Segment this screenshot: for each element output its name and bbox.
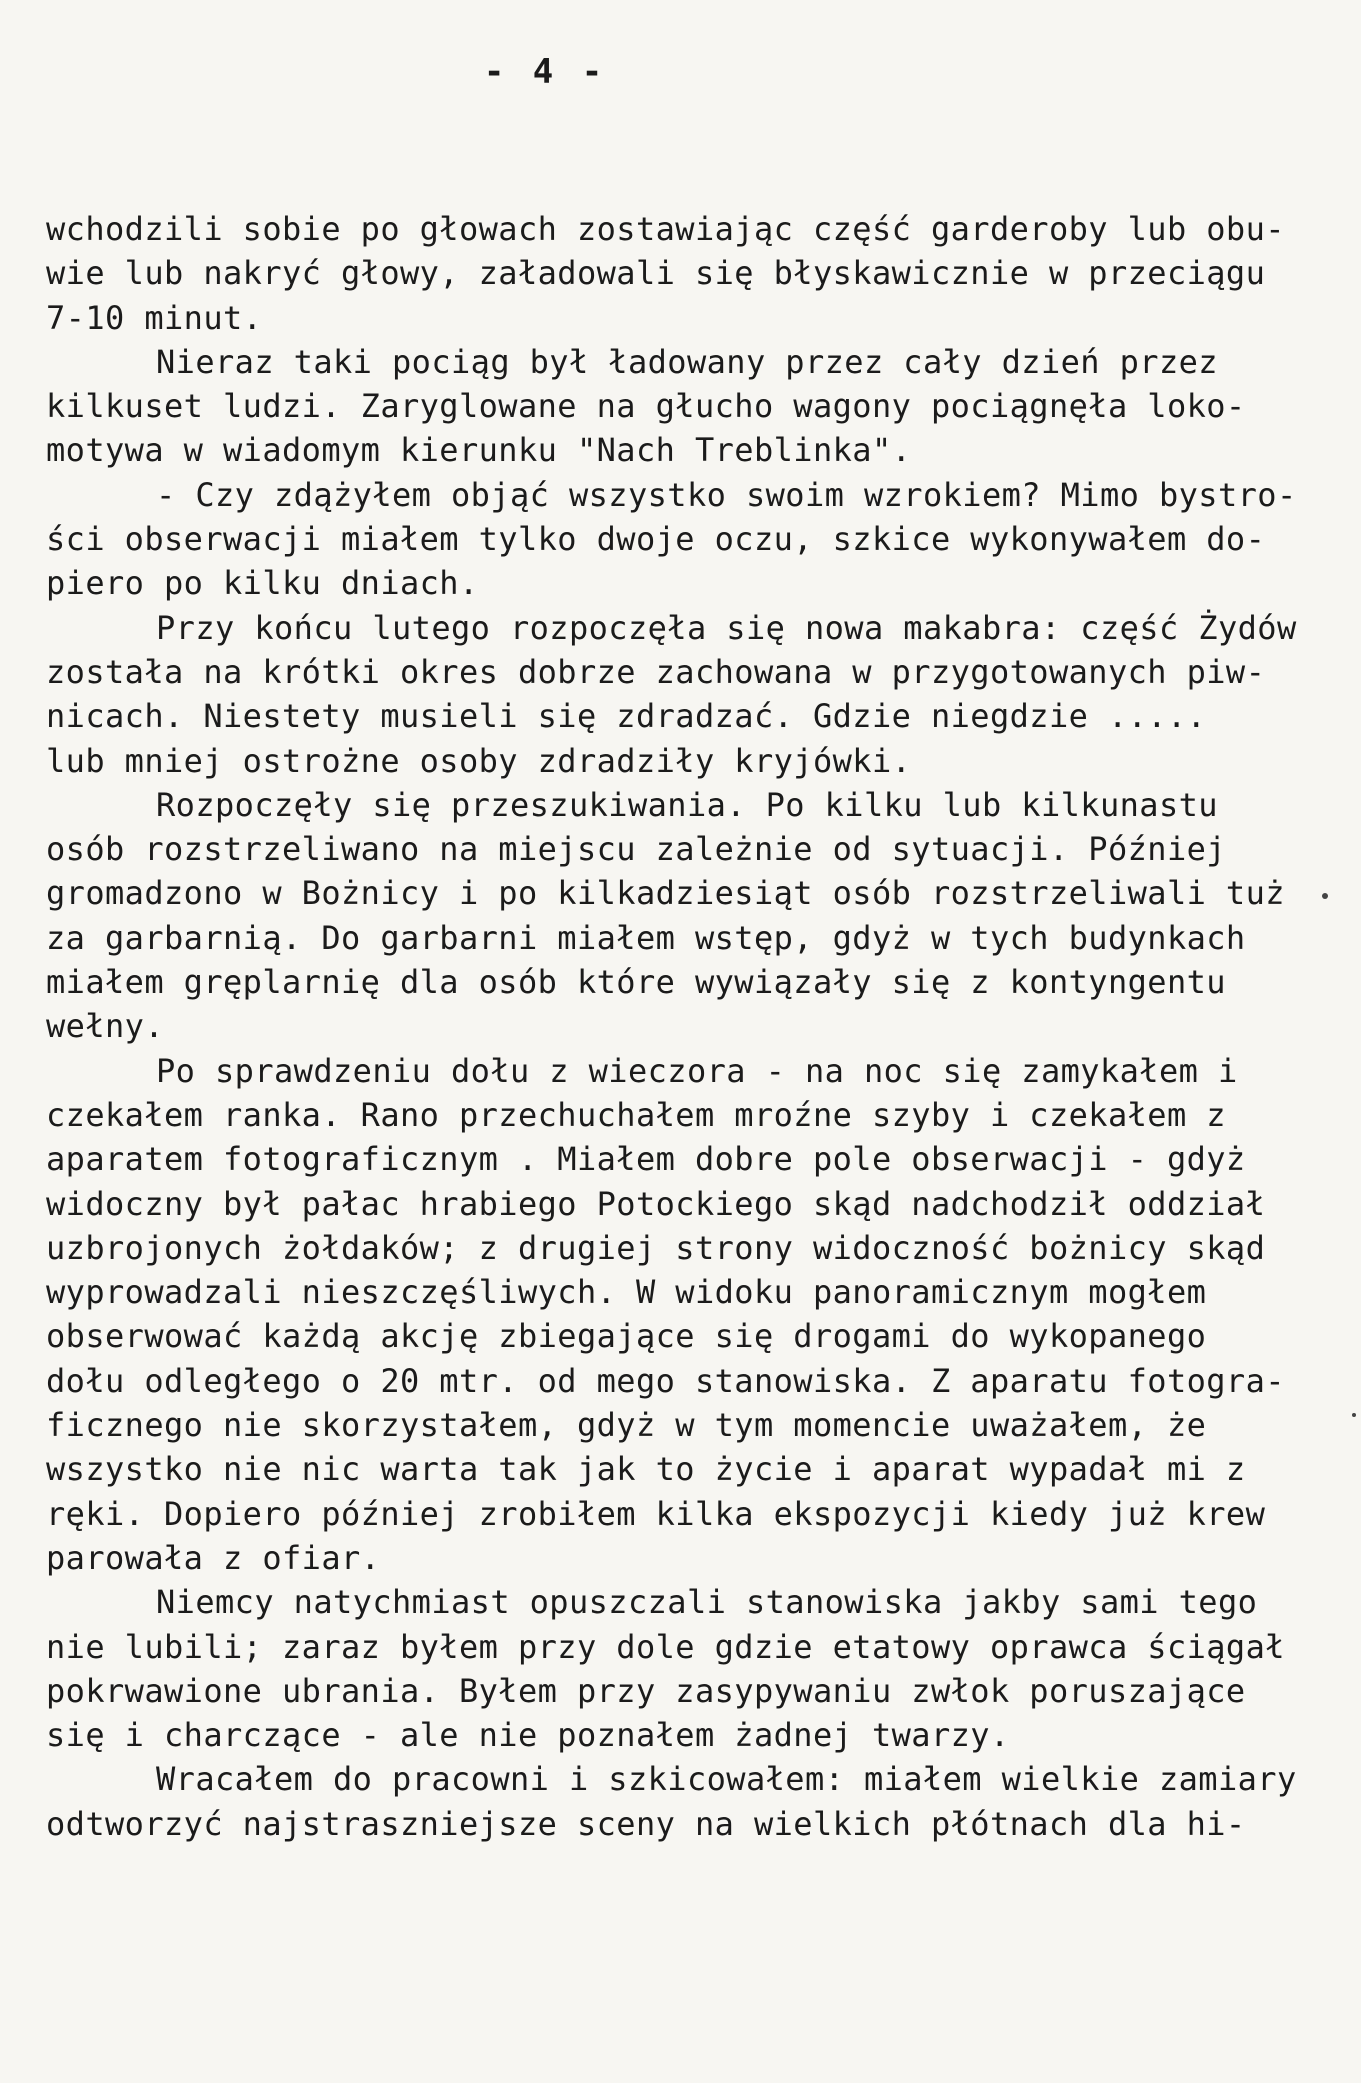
- text-line: gromadzono w Bożnicy i po kilkadziesiąt osób rozstrzeliwali tuż: [46, 874, 1285, 913]
- page-speck: [1352, 1413, 1356, 1417]
- text-line: nicach. Niestety musieli się zdradzać. Gdzie niegdzie .....: [46, 697, 1207, 736]
- text-line: została na krótki okres dobrze zachowana w przygotowanych piw-: [46, 652, 1266, 691]
- text-line: za garbarnią. Do garbarni miałem wstęp, gdyż w tych budynkach: [46, 918, 1246, 957]
- text-line: wszystko nie nic warta tak jak to życie i aparat wypadał mi z: [46, 1450, 1246, 1489]
- text-line: uzbrojonych żołdaków; z drugiej strony widoczność bożnicy skąd: [46, 1228, 1266, 1267]
- text-line: pokrwawione ubrania. Byłem przy zasypywaniu zwłok poruszające: [46, 1671, 1246, 1710]
- text-line: piero po kilku dniach.: [46, 564, 479, 603]
- text-line: ści obserwacji miałem tylko dwoje oczu, szkice wykonywałem do-: [46, 520, 1266, 559]
- text-line: motywa w wiadomym kierunku "Nach Treblinka".: [46, 431, 912, 470]
- text-line: Rozpoczęły się przeszukiwania. Po kilku lub kilkunastu: [156, 785, 1218, 824]
- text-line: parowała z ofiar.: [46, 1538, 381, 1577]
- text-line: Nieraz taki pociąg był ładowany przez cały dzień przez: [156, 342, 1218, 381]
- text-line: widoczny był pałac hrabiego Potockiego skąd nadchodził oddział: [46, 1184, 1266, 1223]
- text-line: lub mniej ostrożne osoby zdradziły kryjówki.: [46, 741, 912, 780]
- text-line: odtworzyć najstraszniejsze sceny na wielkich płótnach dla hi-: [46, 1804, 1246, 1843]
- text-line: osób rozstrzeliwano na miejscu zależnie od sytuacji. Później: [46, 830, 1226, 869]
- text-line: nie lubili; zaraz byłem przy dole gdzie etatowy oprawca ściągał: [46, 1627, 1285, 1666]
- body-text: [46, 207, 1346, 1846]
- page-number: - 4 -: [483, 52, 607, 92]
- text-line: wyprowadzali nieszczęśliwych. W widoku panoramicznym mogłem: [46, 1273, 1207, 1312]
- text-line: wchodzili sobie po głowach zostawiając część garderoby lub obu-: [46, 210, 1285, 248]
- text-line: Przy końcu lutego rozpoczęła się nowa makabra: część Żydów: [156, 608, 1297, 647]
- text-line: czekałem ranka. Rano przechuchałem mroźne szyby i czekałem z: [46, 1095, 1226, 1134]
- text-line: wie lub nakryć głowy, załadowali się błyskawicznie w przeciągu: [46, 254, 1266, 293]
- text-line: się i charczące - ale nie poznałem żadnej twarzy.: [46, 1716, 1010, 1755]
- text-line: aparatem fotograficznym . Miałem dobre pole obserwacji - gdyż: [46, 1140, 1246, 1179]
- page-speck: [1322, 893, 1328, 899]
- text-line: - Czy zdążyłem objąć wszystko swoim wzrokiem? Mimo bystro-: [156, 475, 1297, 514]
- text-line: Po sprawdzeniu dołu z wieczora - na noc się zamykałem i: [156, 1051, 1238, 1090]
- text-line: 7-10 minut.: [46, 298, 263, 337]
- text-line: wełny.: [46, 1007, 164, 1046]
- text-line: ficznego nie skorzystałem, gdyż w tym momencie uważałem, że: [46, 1406, 1207, 1445]
- text-line: miałem gręplarnię dla osób które wywiązały się z kontyngentu: [46, 963, 1226, 1002]
- text-line: Niemcy natychmiast opuszczali stanowiska jakby sami tego: [156, 1583, 1258, 1622]
- text-line: Wracałem do pracowni i szkicowałem: miałem wielkie zamiary: [156, 1760, 1297, 1799]
- text-line: obserwować każdą akcję zbiegające się drogami do wykopanego: [46, 1317, 1207, 1356]
- text-line: dołu odległego o 20 mtr. od mego stanowiska. Z aparatu fotogra-: [46, 1361, 1285, 1400]
- text-line: kilkuset ludzi. Zaryglowane na głucho wagony pociągnęła loko-: [46, 387, 1246, 426]
- text-line: ręki. Dopiero później zrobiłem kilka ekspozycji kiedy już krew: [46, 1494, 1266, 1533]
